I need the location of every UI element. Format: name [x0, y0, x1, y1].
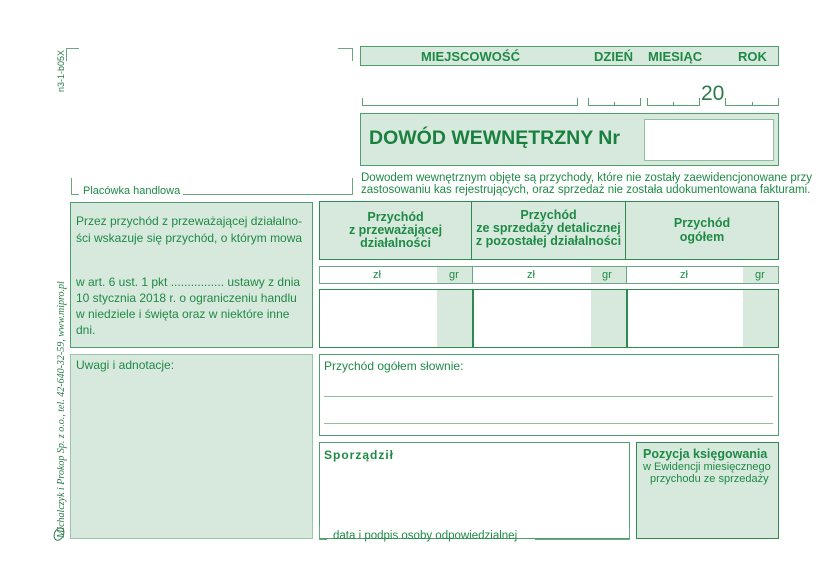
posting-line-2: przychodu ze sprzedaży	[650, 473, 769, 485]
legal-text-box	[70, 202, 313, 348]
header-bar	[360, 46, 779, 66]
prepared-by-label: Sporządził	[324, 448, 395, 462]
description-line-2: zastosowaniu kas rejestrujących, oraz sprzedaż nie została udokumentowana fakturami.	[361, 184, 811, 196]
form-code: n3-1-b05X	[56, 49, 66, 92]
place-input[interactable]	[362, 96, 578, 106]
amount-row	[319, 289, 779, 348]
amount-main-zl-field[interactable]	[320, 290, 437, 347]
document-title: DOWÓD WEWNĘTRZNY Nr	[369, 127, 620, 149]
posting-box[interactable]	[636, 442, 779, 539]
amount-in-words-label: Przychód ogółem słownie:	[324, 359, 464, 373]
signature-caption: data i podpis osoby odpowiedzialnej	[333, 530, 518, 542]
unit-zl: zł	[527, 269, 535, 281]
day-input[interactable]	[588, 96, 641, 106]
signature-caption-area	[319, 526, 630, 546]
store-label: Placówka handlowa	[83, 185, 181, 197]
unit-gr: gr	[602, 269, 612, 281]
amount-other-zl-field[interactable]	[473, 290, 590, 347]
corner-mark-top-left	[66, 48, 79, 61]
legal-text-line: Przez przychód z przeważającej działalno-	[76, 214, 303, 228]
unit-zl: zł	[373, 269, 381, 281]
year-prefix: 20	[701, 82, 725, 105]
place-label: MIEJSCOWOŚĆ	[421, 49, 520, 64]
prepared-by-box[interactable]	[319, 442, 630, 539]
posting-title: Pozycja księgowania	[643, 447, 768, 461]
legal-text-line: 10 stycznia 2018 r. o ograniczeniu handlu	[76, 291, 297, 305]
title-box	[360, 113, 779, 166]
unit-row	[319, 266, 779, 284]
notes-label: Uwagi i adnotacje:	[76, 358, 175, 372]
day-label: DZIEŃ	[594, 49, 633, 64]
corner-mark-top-mid	[338, 48, 353, 61]
unit-zl: zł	[680, 269, 688, 281]
description-line-1: Dowodem wewnętrznym objęte są przychody, które nie zostały zaewidencjonowane przy	[361, 172, 813, 184]
publisher-text: Michalczyk i Prokop Sp. z o.o., tel. 42-640-32-59, www.mipro.pl	[56, 281, 67, 538]
month-label: MIESIĄC	[648, 49, 703, 64]
column-header-other: Przychód ze sprzedaży detalicznej z pozostałej działalności	[472, 202, 626, 259]
unit-gr: gr	[449, 269, 459, 281]
store-field[interactable]	[71, 178, 353, 196]
column-header-main: Przychód z przeważającej działalności	[320, 202, 472, 259]
legal-text-line: w niedziele i święta oraz w niektóre inne	[76, 307, 290, 321]
legal-text-line: dni.	[76, 323, 96, 337]
legal-text-line: w art. 6 ust. 1 pkt ................ ustawy z dnia	[76, 275, 301, 289]
amount-main-gr-field[interactable]	[437, 290, 472, 347]
notes-box[interactable]	[70, 354, 313, 539]
amount-total-zl-field[interactable]	[627, 290, 743, 347]
column-header-row	[319, 201, 779, 260]
column-header-total: Przychód ogółem	[673, 216, 731, 244]
posting-line-1: w Ewidencji miesięcznego	[643, 461, 771, 473]
amount-other-gr-field[interactable]	[591, 290, 626, 347]
amount-in-words-box[interactable]	[319, 354, 779, 436]
year-label: ROK	[738, 49, 767, 64]
legal-text-line: ści wskazuje się przychód, o którym mowa	[76, 231, 303, 245]
month-input[interactable]	[647, 96, 700, 106]
document-number-field[interactable]	[644, 119, 774, 161]
year-input[interactable]	[701, 82, 779, 106]
amount-total-gr-field[interactable]	[743, 290, 778, 347]
unit-gr: gr	[755, 269, 765, 281]
